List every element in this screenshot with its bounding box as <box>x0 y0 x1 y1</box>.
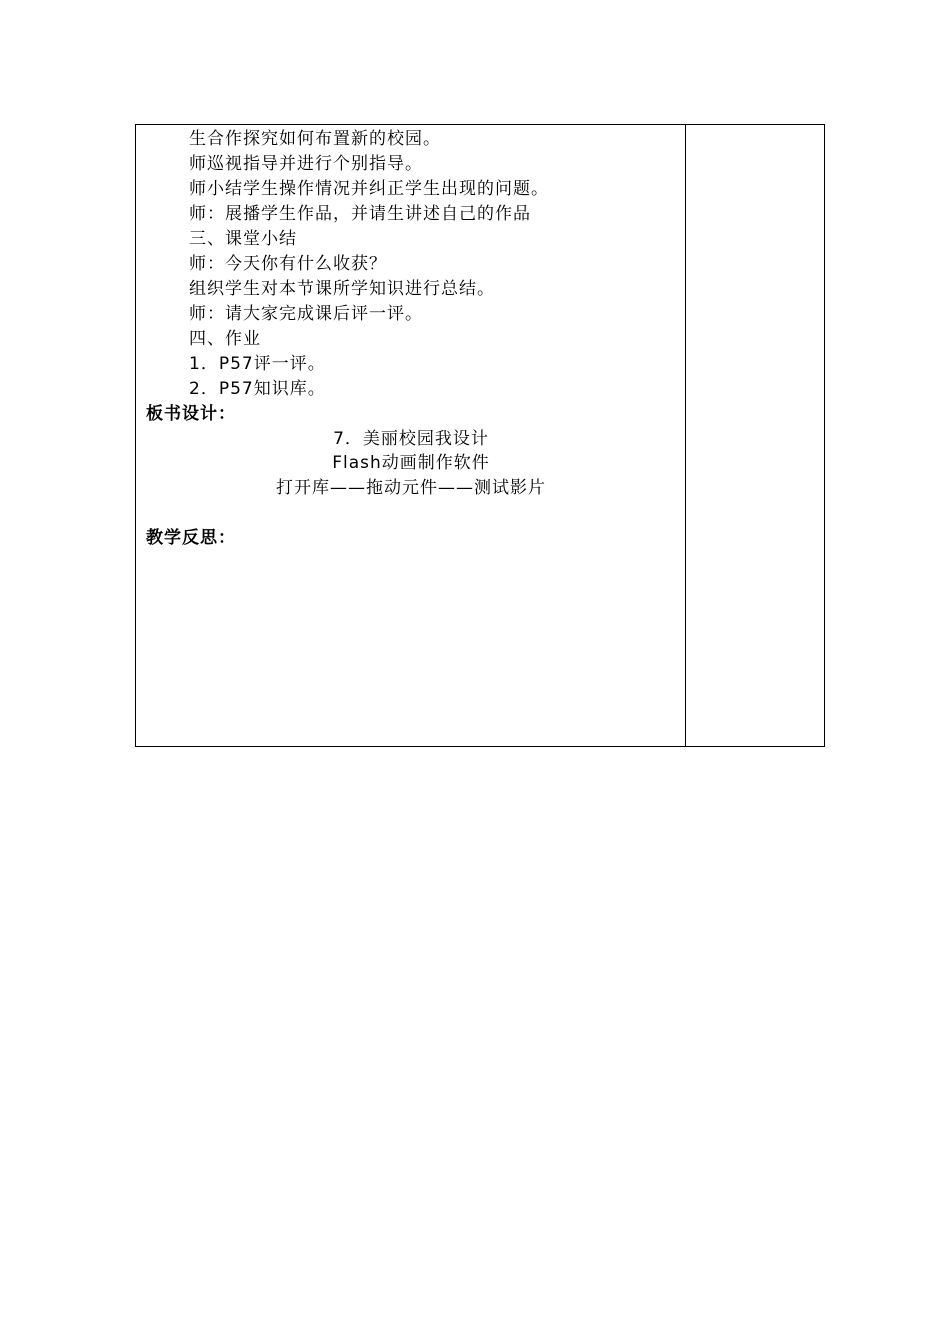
homework-item: 1．P57评一评。 <box>189 354 326 374</box>
board-design-title: 7．美丽校园我设计 <box>333 429 489 449</box>
homework-item: 2．P57知识库。 <box>189 379 326 399</box>
lesson-line: 生合作探究如何布置新的校园。 <box>189 129 441 149</box>
board-design-subtitle: Flash动画制作软件 <box>332 453 490 473</box>
lesson-line: 师巡视指导并进行个别指导。 <box>189 154 423 174</box>
lesson-plan-table <box>135 124 825 747</box>
section-heading-homework: 四、作业 <box>189 329 261 349</box>
lesson-line: 师：今天你有什么收获？ <box>189 254 387 274</box>
notes-cell <box>686 125 824 746</box>
lesson-line: 师小结学生操作情况并纠正学生出现的问题。 <box>189 179 549 199</box>
section-heading-summary: 三、课堂小结 <box>189 229 297 249</box>
board-design-steps: 打开库——拖动元件——测试影片 <box>276 478 546 498</box>
board-design-heading: 板书设计： <box>146 404 236 424</box>
reflection-heading: 教学反思： <box>146 528 236 548</box>
lesson-content-cell <box>136 125 686 746</box>
lesson-line: 师：展播学生作品，并请生讲述自己的作品 <box>189 204 531 224</box>
lesson-line: 师：请大家完成课后评一评。 <box>189 304 423 324</box>
lesson-line: 组织学生对本节课所学知识进行总结。 <box>189 279 495 299</box>
